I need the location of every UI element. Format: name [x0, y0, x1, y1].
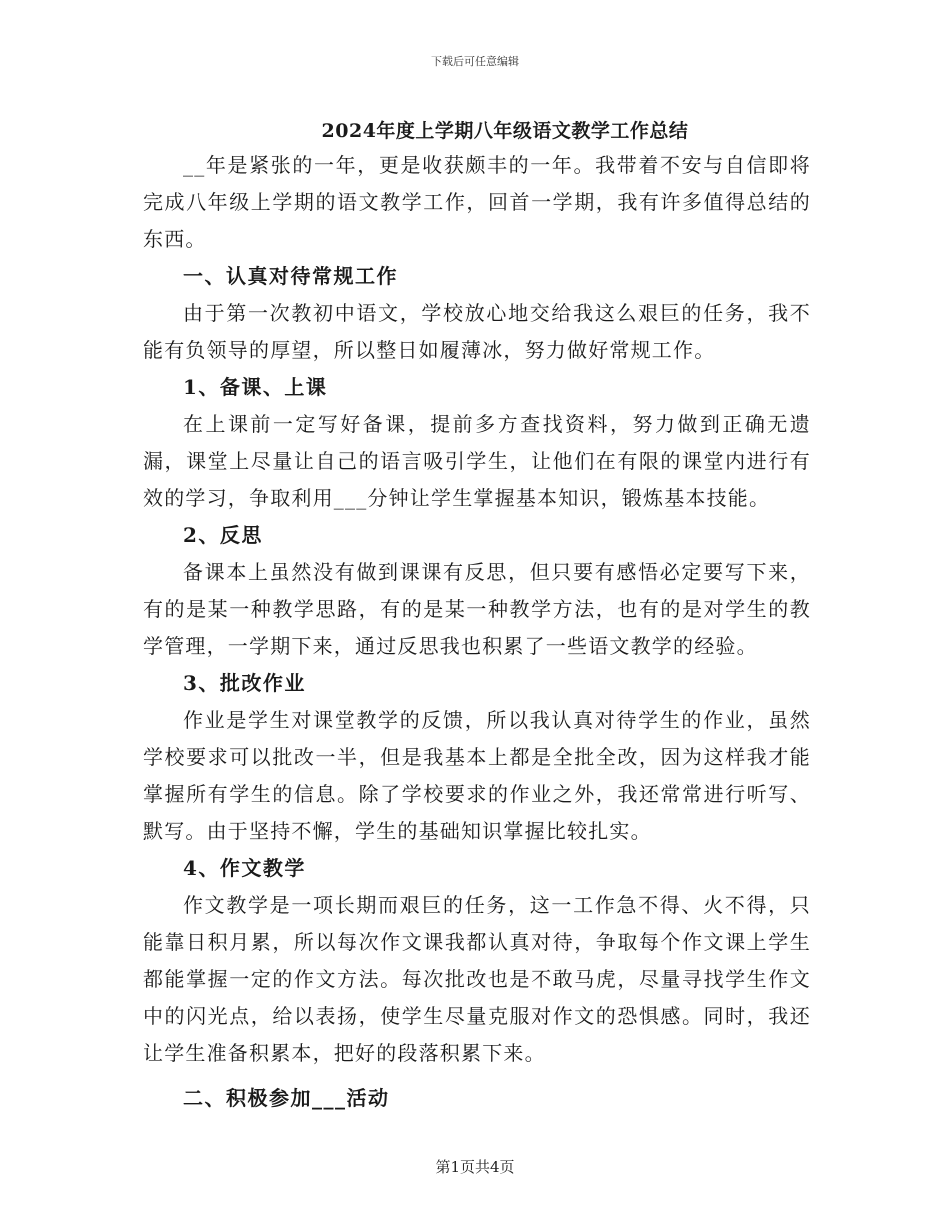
subsection-heading: 3、批改作业 — [183, 671, 306, 695]
section-heading: 二、积极参加___活动 — [183, 1086, 390, 1110]
header-note: 下载后可任意编辑 — [431, 55, 519, 68]
body-paragraph: 作业是学生对课堂教学的反馈，所以我认真对待学生的作业，虽然学校要求可以批改一半，但是我基本上都是全批全改，因为这样我才能掌握所有学生的信息。除了学校要求的作业之外，我还常常进行听写、默写。由于坚持不懈，学生的基础知识掌握比较扎实。 — [143, 708, 811, 843]
intro-paragraph: __年是紧张的一年，更是收获颇丰的一年。我带着不安与自信即将完成八年级上学期的语文教学工作，回首一学期，我有许多值得总结的东西。 — [143, 153, 811, 251]
body-paragraph: 备课本上虽然没有做到课课有反思，但只要有感悟必定要写下来，有的是某一种教学思路，有的是某一种教学方法，也有的是对学生的教学管理，一学期下来，通过反思我也积累了一些语文教学的经验。 — [143, 560, 811, 658]
document-body — [143, 147, 811, 1117]
body-paragraph: 在上课前一定写好备课，提前多方查找资料，努力做到正确无遗漏，课堂上尽量让自己的语言吸引学生，让他们在有限的课堂内进行有效的学习，争取利用___分钟让学生掌握基本知识，锻炼基本技能。 — [143, 412, 811, 510]
subsection-heading: 2、反思 — [183, 523, 263, 547]
page-number: 第1页共4页 — [435, 1158, 515, 1176]
section-heading: 一、认真对待常规工作 — [183, 264, 398, 288]
body-paragraph: 作文教学是一项长期而艰巨的任务，这一工作急不得、火不得，只能靠日积月累，所以每次作文课我都认真对待，争取每个作文课上学生都能掌握一定的作文方法。每次批改也是不敢马虎，尽量寻找学生作文中的闪光点，给以表扬，使学生尽量克服对作文的恐惧感。同时，我还让学生准备积累本，把好的段落积累下来。 — [143, 893, 811, 1065]
document-title: 2024年度上学期八年级语文教学工作总结 — [321, 120, 689, 142]
body-paragraph: 由于第一次教初中语文，学校放心地交给我这么艰巨的任务，我不能有负领导的厚望，所以整日如履薄冰，努力做好常规工作。 — [143, 301, 811, 362]
subsection-heading: 4、作文教学 — [183, 856, 306, 880]
subsection-heading: 1、备课、上课 — [183, 375, 328, 399]
